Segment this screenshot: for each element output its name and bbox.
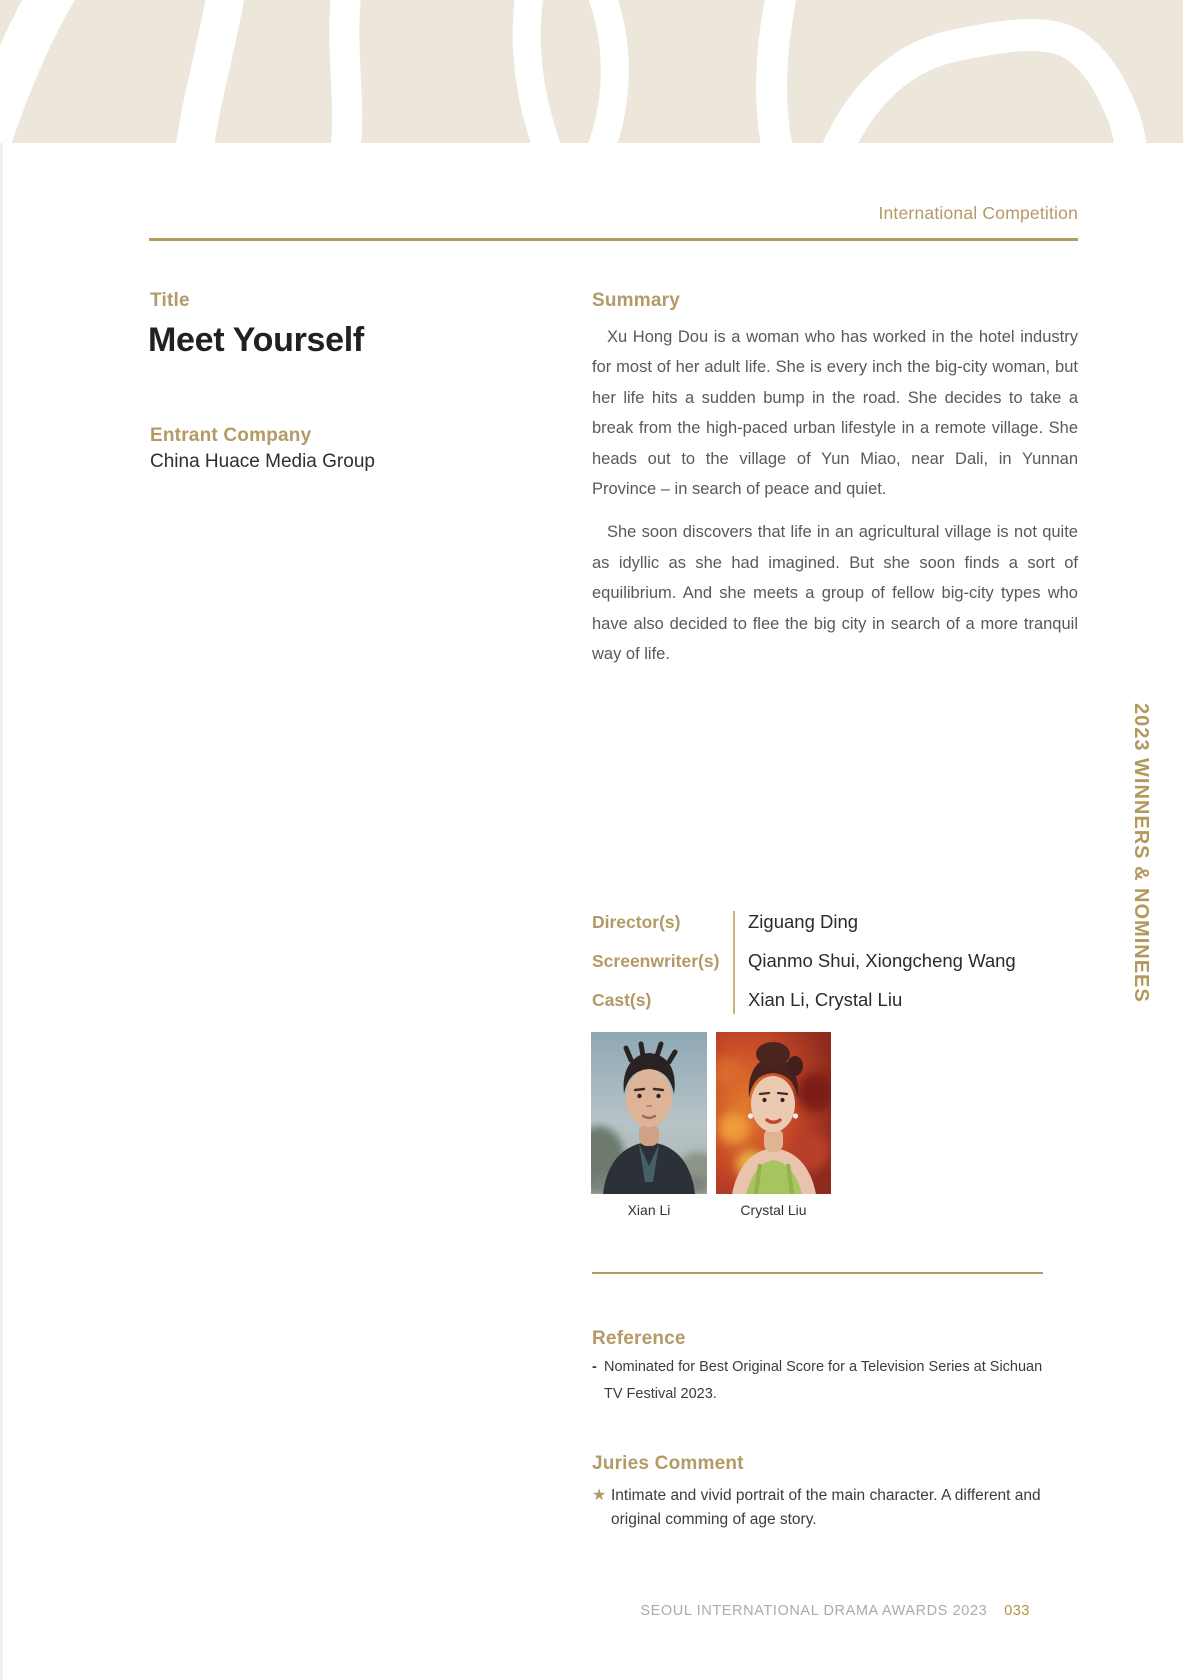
page-footer [640, 1603, 1030, 1619]
summary-paragraph: Xu Hong Dou is a woman who has worked in the hotel industry for most of her adult life. She is every inch the big-city woman, but her life hits a sudden bump in the road. She decides to take a break from the high-paced urban lifestyle in a remote village. She heads out to the village of Yun Miao, near Dali, in Yunnan Province – in search of peace and quiet. [592, 328, 1078, 499]
summary-text [592, 322, 1078, 669]
header-rule [149, 238, 1078, 241]
screenwriter-value: Qianmo Shui, Xiongcheng Wang [748, 950, 1016, 971]
juries-comment-item [592, 1484, 1057, 1532]
dash-bullet: - [592, 1359, 597, 1375]
summary-paragraph: She soon discovers that life in an agricultural village is not quite as idyllic as she had imagined. But she soon finds a sort of equilibrium. And she meets a group of fellow big-city types who have also decided to flee the big city in search of a more tranquil way of life. [592, 523, 1078, 664]
section-header: International Competition [878, 203, 1078, 223]
page-edge-strip [0, 143, 3, 1680]
entrant-company-value: China Huace Media Group [150, 451, 375, 472]
juries-comment-label: Juries Comment [592, 1453, 744, 1474]
section-divider [592, 1272, 1043, 1274]
cast-photo-xian-li [591, 1032, 707, 1194]
cast-label: Cast(s) [592, 990, 652, 1010]
entrant-company-label: Entrant Company [150, 425, 312, 446]
chapter-vertical-label: 2023 WINNERS & NOMINEES [1130, 703, 1152, 1003]
title-label: Title [150, 290, 190, 311]
reference-text: Nominated for Best Original Score for a Television Series at Sichuan TV Festival 2023. [604, 1359, 1043, 1402]
drama-title: Meet Yourself [148, 321, 364, 359]
screenwriter-label: Screenwriter(s) [592, 951, 720, 971]
cast-value: Xian Li, Crystal Liu [748, 989, 903, 1010]
reference-label: Reference [592, 1328, 686, 1349]
page-number: 033 [1004, 1603, 1030, 1619]
director-label: Director(s) [592, 912, 681, 932]
juries-comment-text: Intimate and vivid portrait of the main character. A different and original comming of age story. [611, 1487, 1041, 1528]
decorative-top-band [0, 0, 1183, 143]
cast-photo-caption: Crystal Liu [740, 1202, 807, 1218]
reference-item [592, 1354, 1057, 1408]
credits-separator-line [733, 911, 735, 1014]
footer-title: SEOUL INTERNATIONAL DRAMA AWARDS 2023 [640, 1603, 988, 1619]
cast-photo-caption: Xian Li [627, 1202, 671, 1218]
cast-photo-crystal-liu [716, 1032, 831, 1194]
summary-label: Summary [592, 290, 680, 311]
director-value: Ziguang Ding [748, 911, 859, 932]
star-icon: ★ [592, 1487, 607, 1504]
